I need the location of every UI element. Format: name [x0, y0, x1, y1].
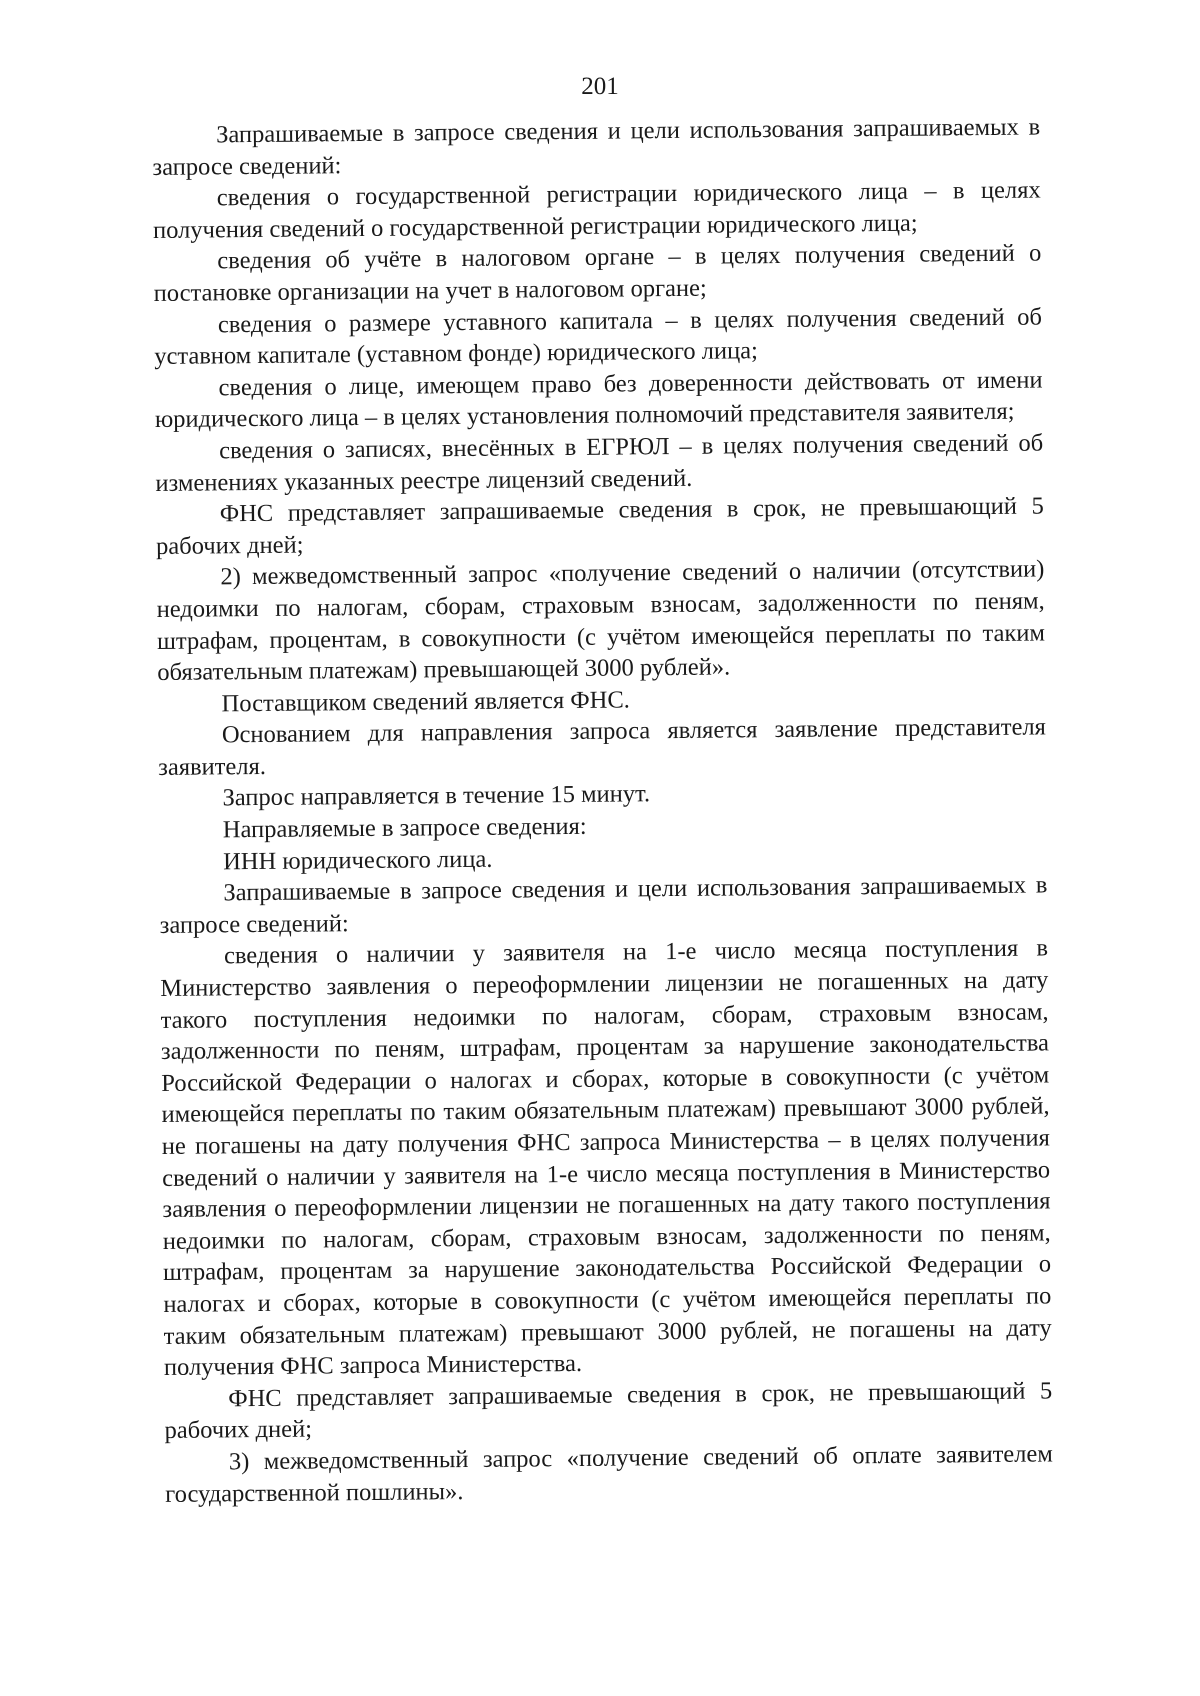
- paragraph-basis: Основанием для направления запроса является заявление представителя заявителя.: [158, 713, 1046, 781]
- paragraph-state-registration: сведения о государственной регистрации юридического лица – в целях получения сведений о государственной регистрации юридического лица;: [152, 176, 1041, 244]
- paragraph-timing: Запрос направляется в течение 15 минут.: [222, 780, 651, 812]
- page-number: 201: [581, 73, 619, 100]
- paragraph-fns-deadline-2: ФНС представляет запрашиваемые сведения в срок, не превышающий 5 рабочих дней;: [164, 1377, 1053, 1445]
- paragraph-egrul-records: сведения о записях, внесённых в ЕГРЮЛ – в целях получения сведений об изменениях указанных реестре лицензий сведений.: [155, 429, 1044, 497]
- paragraph-fns-deadline: ФНС представляет запрашиваемые сведения в срок, не превышающий 5 рабочих дней;: [155, 492, 1044, 560]
- paragraph-requested-info-intro: Запрашиваемые в запросе сведения и цели использования запрашиваемых в запросе сведений:: [152, 113, 1041, 181]
- paragraph-provider: Поставщиком сведений является ФНС.: [221, 686, 630, 718]
- paragraph-sent-info: Направляемые в запросе сведения:: [222, 812, 587, 844]
- paragraph-tax-registration: сведения об учёте в налоговом органе – в целях получения сведений о постановке организации на учет в налоговом органе;: [153, 239, 1042, 307]
- paragraph-requested-info-intro-2: Запрашиваемые в запросе сведения и цели использования запрашиваемых в запросе сведений:: [159, 871, 1048, 939]
- paragraph-arrears-details: сведения о наличии у заявителя на 1-е число месяца поступления в Министерство заявления о переоформлении лицензии не погашенных на дату такого поступления недоимки по налогам, сборам, страховым взносам, задолженности по пеням, штрафам, процентам за нарушение законодательства Российской Федерации о налогах и сборах, которые в совокупности (с учётом имеющейся переплаты по таким обязательным платежам) превышают 3000 рублей, не погашены на дату получения ФНС запроса Министерства – в целях получения сведений о наличии у заявителя на 1-е число месяца поступления в Министерство заявления о переоформлении лицензии не погашенных на дату такого поступления недоимки по налогам, сборам, страховым взносам, задолженности по пеням, штрафам, процентам за нарушение законодательства Российской Федерации о налогах и сборах, которые в совокупности (с учётом имеющейся переплаты по таким обязательным платежам) превышают 3000 рублей, не погашены на дату получения ФНС запроса Министерства.: [160, 934, 1052, 1382]
- paragraph-request-3: 3) межведомственный запрос «получение сведений об оплате заявителем государственной пошлины».: [165, 1440, 1053, 1508]
- paragraph-request-2: 2) межведомственный запрос «получение сведений о наличии (отсутствии) недоимки по налогам, сборам, страховым взносам, задолженности по пеням, штрафам, процентам, в совокупности (с учётом имеющейся переплаты по таким обязательным платежам) превышающей 3000 рублей».: [156, 555, 1046, 687]
- paragraph-authorized-capital: сведения о размере уставного капитала – в целях получения сведений об уставном капитале (уставном фонде) юридического лица;: [154, 303, 1043, 371]
- paragraph-authorized-person: сведения о лице, имеющем право без доверенности действовать от имени юридического лица – в целях установления полномочий представителя заявителя;: [154, 366, 1043, 434]
- paragraph-inn: ИНН юридического лица.: [222, 845, 493, 876]
- document-body: [152, 111, 1053, 1510]
